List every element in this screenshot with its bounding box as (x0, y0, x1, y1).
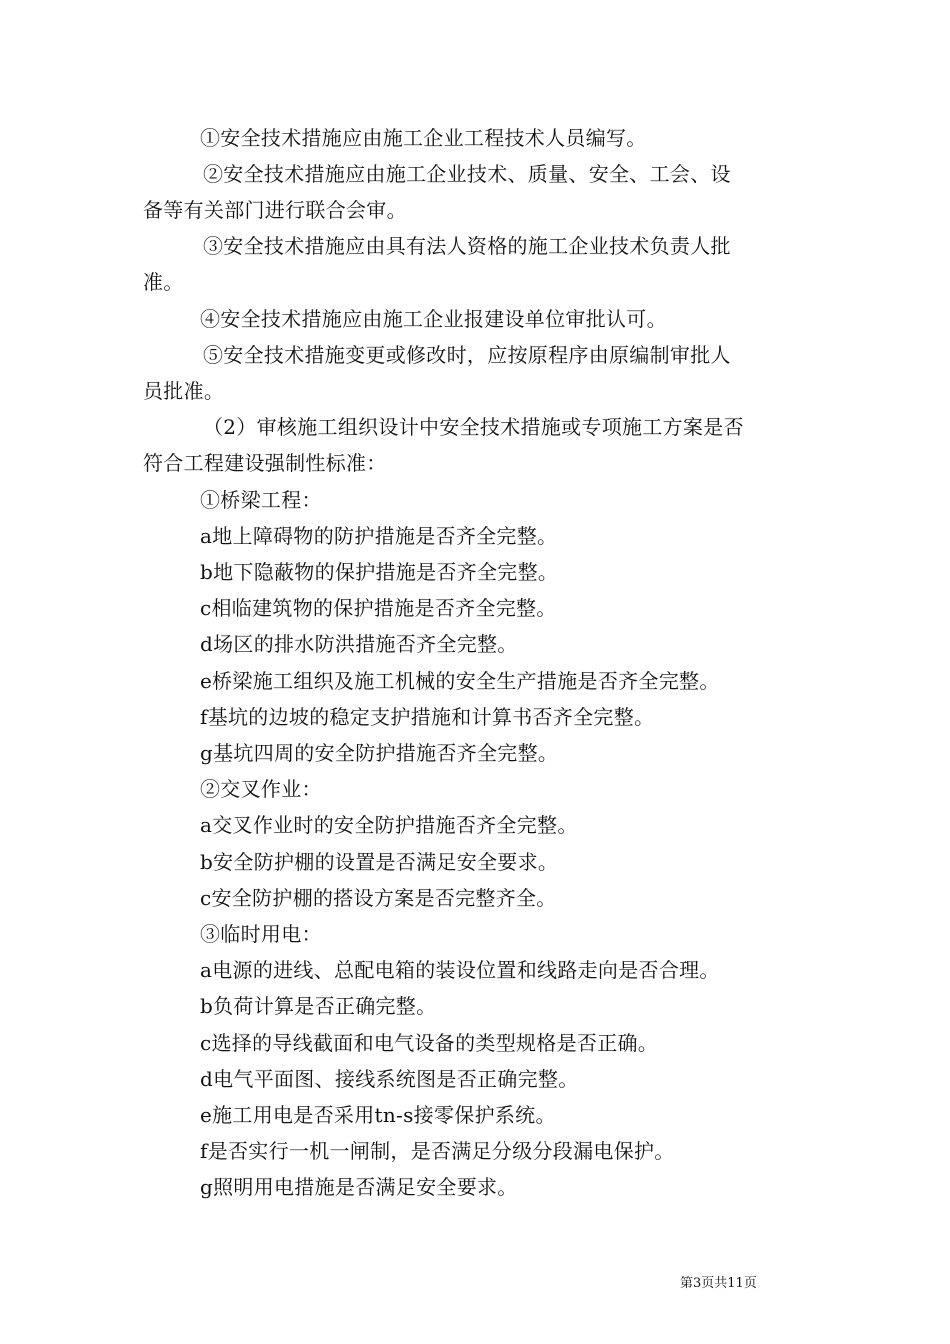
list-item: c相临建筑物的保护措施是否齐全完整。 (200, 596, 557, 620)
list-item: c安全防护棚的搭设方案是否完整齐全。 (200, 886, 557, 910)
list-item: g照明用电措施是否满足安全要求。 (200, 1175, 518, 1199)
list-item: b地下隐蔽物的保护措施是否齐全完整。 (200, 560, 559, 584)
section-heading: ②交叉作业： (200, 777, 322, 801)
list-item: b负荷计算是否正确完整。 (200, 994, 437, 1018)
paragraph-line: ②安全技术措施应由施工企业技术、质量、安全、工会、设 (203, 162, 731, 186)
section-heading: ③临时用电： (200, 922, 322, 946)
paragraph-line: ③安全技术措施应由具有法人资格的施工企业技术负责人批 (203, 234, 731, 258)
list-item: a交叉作业时的安全防护措施否齐全完整。 (200, 813, 578, 837)
list-item: f是否实行一机一闸制，是否满足分级分段漏电保护。 (200, 1139, 675, 1163)
list-item: f基坑的边坡的稳定支护措施和计算书否齐全完整。 (200, 705, 655, 729)
list-item: b安全防护棚的设置是否满足安全要求。 (200, 850, 559, 874)
list-item: g基坑四周的安全防护措施否齐全完整。 (200, 741, 559, 765)
section-heading: ①桥梁工程： (200, 488, 322, 512)
list-item: e施工用电是否采用tn-s接零保护系统。 (200, 1103, 556, 1127)
paragraph-line: ①安全技术措施应由施工企业工程技术人员编写。 (200, 126, 647, 150)
list-item: d电气平面图、接线系统图是否正确完整。 (200, 1067, 579, 1091)
list-item: a地上障碍物的防护措施是否齐全完整。 (200, 524, 558, 548)
list-item: c选择的导线截面和电气设备的类型规格是否正确。 (200, 1031, 659, 1055)
paragraph-line: ⑤安全技术措施变更或修改时，应按原程序由原编制审批人 (203, 343, 731, 367)
paragraph-line: （2）审核施工组织设计中安全技术措施或专项施工方案是否 (203, 415, 744, 439)
list-item: e桥梁施工组织及施工机械的安全生产措施是否齐全完整。 (200, 669, 720, 693)
page-number: 第3页共11页 (680, 1276, 757, 1291)
list-item: a电源的进线、总配电箱的装设位置和线路走向是否合理。 (200, 958, 720, 982)
list-item: d场区的排水防洪措施否齐全完整。 (200, 632, 518, 656)
paragraph-line: 准。 (143, 270, 184, 294)
paragraph-line: 员批准。 (143, 379, 225, 403)
paragraph-line: ④安全技术措施应由施工企业报建设单位审批认可。 (200, 307, 667, 331)
paragraph-line: 符合工程建设强制性标准： (143, 451, 387, 475)
paragraph-line: 备等有关部门进行联合会审。 (143, 198, 407, 222)
